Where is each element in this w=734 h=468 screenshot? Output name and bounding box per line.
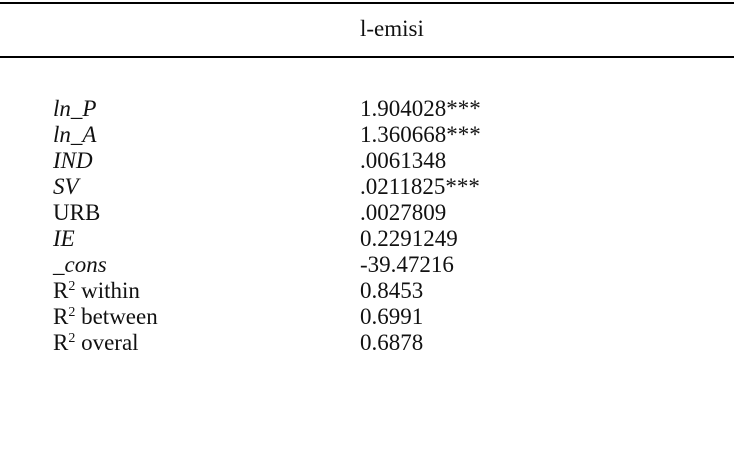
table-row <box>0 330 734 356</box>
table-row <box>0 96 734 122</box>
row-label-main: R <box>53 330 69 355</box>
table-row <box>0 226 734 252</box>
table-row <box>0 174 734 200</box>
row-label: IE <box>53 226 75 251</box>
row-label-rest: within <box>75 278 140 303</box>
row-label-superscript: 2 <box>68 331 76 346</box>
top-rule <box>0 2 734 4</box>
row-value: .0027809 <box>360 200 447 225</box>
row-label: URB <box>53 200 101 225</box>
row-value: 1.904028*** <box>360 96 481 121</box>
table-row <box>0 200 734 226</box>
table-row <box>0 148 734 174</box>
table-row <box>0 122 734 148</box>
row-value: .0061348 <box>360 148 447 173</box>
row-value: 0.8453 <box>360 278 424 303</box>
row-value: 1.360668*** <box>360 122 481 147</box>
row-label-rest: between <box>75 304 158 329</box>
row-label-main: R <box>53 278 69 303</box>
row-label-main: R <box>53 304 69 329</box>
table-row <box>0 304 734 330</box>
column-header: l-emisi <box>360 16 424 41</box>
table-row <box>0 278 734 304</box>
row-value: 0.2291249 <box>360 226 458 251</box>
row-label-superscript: 2 <box>68 279 76 294</box>
row-label-superscript: 2 <box>68 305 76 320</box>
table-row <box>0 252 734 278</box>
row-value: -39.47216 <box>360 252 454 277</box>
header-rule <box>0 56 734 58</box>
row-value: 0.6991 <box>360 304 424 329</box>
row-label <box>53 304 158 330</box>
row-label-rest: overal <box>75 330 139 355</box>
row-value: 0.6878 <box>360 330 424 355</box>
row-label <box>53 330 139 356</box>
row-value: .0211825*** <box>360 174 480 199</box>
row-label: ln_P <box>53 96 97 121</box>
row-label: ln_A <box>53 122 97 147</box>
row-label <box>53 278 140 304</box>
row-label: SV <box>53 174 79 199</box>
row-label: IND <box>53 148 93 173</box>
row-label: _cons <box>53 252 107 277</box>
